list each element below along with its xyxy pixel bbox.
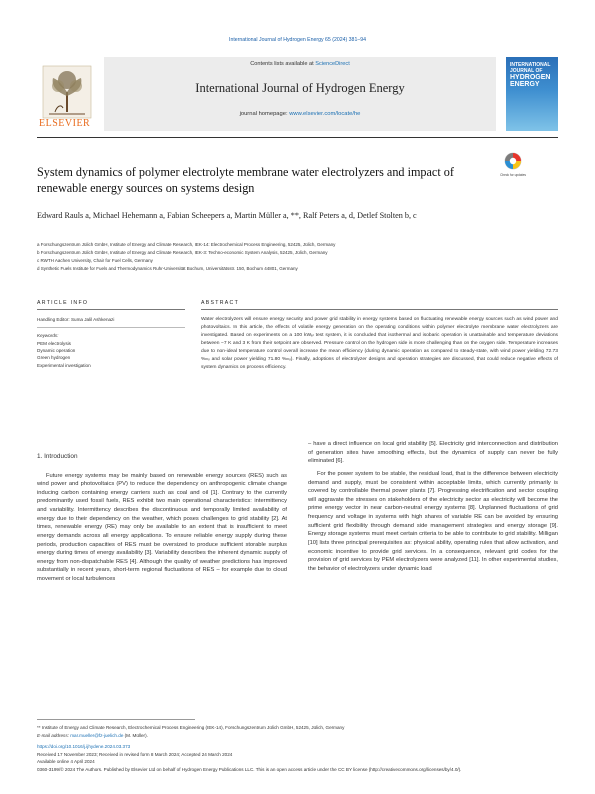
footnotes bbox=[37, 724, 558, 773]
received-dates: Received 17 November 2023; Received in revised form 8 March 2024; Accepted 24 March 2024 bbox=[37, 751, 233, 757]
available-online: Available online 4 April 2024 bbox=[37, 759, 95, 765]
cover-line-2: HYDROGEN ENERGY bbox=[510, 74, 551, 89]
body-paragraph: Future energy systems may be mainly based on renewable energy sources (RES) such as wind power and photovoltaics (PV) to reduce the dependency on anthropogenic climate change inducing carbon containing energy carriers such as coal and oil [1]. Contrary to the currently predominantly used fossil fuels, RES exhibit two main operational characteristics: intermittency and variability. Intermittency describes the discontinuous and temporally limited availability of energy due to their dependency on the weather, which poses challenges to grid stability [2]. At times, renewable energy (RE) may only be available to an extent that is insufficient to meet energy demands across all energy applications. To ensure reliable energy supply during these periods, production capacities of RES must be oversized to produce sufficient storable surplus energy during times of energy availability [3]. Variability describes the inherent dynamic supply of energy from non-dispatchable RES [4]. Although the quality of weather predictions has improved substantially in recent years, short-term regional fluctuations of RES – for example due to cloud movement or local turbulences bbox=[37, 472, 287, 583]
crossmark-icon[interactable] bbox=[500, 151, 526, 181]
affiliation-c: c RWTH Aachen University, Chair for Fuel Cells, Germany bbox=[37, 257, 153, 263]
keyword: Experimental investigation bbox=[37, 362, 91, 368]
elsevier-tree-logo bbox=[37, 57, 97, 127]
contents-line: Contents lists available at ScienceDirect bbox=[250, 61, 350, 67]
keywords-rule bbox=[37, 327, 185, 328]
introduction-heading: 1. Introduction bbox=[37, 453, 78, 460]
publisher-name[interactable]: ELSEVIER bbox=[39, 118, 91, 129]
corresponding-author-note: ** Institute of Energy and Climate Research, Electrochemical Process Engineering (IEK-14), Forschungszentrum Jülich GmbH, 52425, Jülich, Germany bbox=[37, 725, 345, 730]
sciencedirect-link[interactable]: ScienceDirect bbox=[315, 61, 350, 67]
journal-cover-thumbnail[interactable] bbox=[506, 57, 558, 131]
journal-banner bbox=[104, 57, 496, 131]
body-paragraph: For the power system to be stable, the residual load, that is the difference between electricity demand and supply, must be consistent within acceptable limits, which currently primarily is covered by controllable thermal power plants [7]. Progressing electrification and sector coupling will aggravate the stresses on stakeholders of the electricity sector as electricity will become the prime energy vector in near carbon-neutral energy systems [8]. Unplanned fluctuations of grid frequency and voltage in systems with high shares of variable RE can be avoided by ensuring sufficient grid flexibility through demand side management strategies and energy storage [9]. Energy storage systems must meet certain criteria to be able to contribute to grid stability. Milligan [10] lists three principal prerequisites as: physical ability, operating rules that allow activation, and economic incentive to provide grid services. In a consequence, relevant grid codes for the provision of grid services by PEM electrolyzers were analyzed [11]. In other experimental studies, the behavior of electrolyzers under dynamic load bbox=[308, 470, 558, 572]
email-line: E-mail address: mar.mueller@fz-juelich.de (M. Müller). bbox=[37, 732, 148, 738]
keywords-label: Keywords: bbox=[37, 333, 59, 339]
crossmark-label: Check for updates bbox=[500, 173, 526, 177]
body-column-right bbox=[308, 440, 558, 577]
article-info-section bbox=[37, 300, 185, 369]
masthead-rule bbox=[37, 137, 558, 138]
email-link[interactable]: mar.mueller@fz-juelich.de bbox=[70, 732, 124, 738]
article-info-rule bbox=[37, 309, 185, 310]
abstract-rule bbox=[201, 309, 558, 310]
abstract-heading: ABSTRACT bbox=[201, 300, 240, 306]
affiliation-a: a Forschungszentrum Jülich GmbH, Institute of Energy and Climate Research, IEK-14: Electrochemical Process Engineering, 52425, Jülich, Germany bbox=[37, 242, 336, 247]
cover-line-1: INTERNATIONAL JOURNAL OF bbox=[510, 62, 551, 74]
footnote-rule bbox=[37, 719, 195, 720]
abstract-text: Water electrolyzers will ensure energy security and power grid stability in energy systems based on fluctuating renewable energy sources such as wind power and photovoltaics. In this article, the effects of volatile energy generation on the operating conditions within polymer electrolyte membrane water electrolyzers are investigated. Based on experiments on a 100 kWₑₗ test system, it is concluded that isothermal and isobaric operation is unattainable and temperature deviations between −7 K and 3 K from their setpoint are observed. Pressure control on the hydrogen side is more challenging than on the oxygen side. Temperature increases due to non-ideal temperature control overall increase the mean efficiency (during dynamic operation as compared to steady-state, with wind power yielding 72.73 %ₗₕᵥ and solar power yielding 71.80 %ₗₕᵥ). Finally, adoptions of electrolyzer designs and operation strategies are discussed, that could reduce negative effects of system dynamics on process efficiency. bbox=[201, 317, 558, 370]
body-paragraph: – have a direct influence on local grid stability [5]. Electricity grid interconnection and distribution of generation sites have smoothing effects, but the dynamics of supply can never be fully eliminated [6]. bbox=[308, 441, 558, 465]
journal-homepage-link[interactable]: www.elsevier.com/locate/he bbox=[289, 111, 361, 117]
keyword: Green hydrogen bbox=[37, 355, 71, 361]
author-list[interactable]: Edward Rauls a, Michael Hehemann a, Fabian Scheepers a, Martin Müller a, **, Ralf Peters a, d, Detlef Stolten b, c bbox=[37, 211, 417, 220]
keyword: PEM electrolysis bbox=[37, 340, 71, 346]
body-column-left bbox=[37, 444, 287, 588]
license-text: 0360-3199/© 2024 The Authors. Published by Elsevier Ltd on behalf of Hydrogen Energy Publications LLC. This is an open access article under the CC BY license (http://creativecommons.org/licenses/by/4.0/). bbox=[37, 766, 462, 772]
article-info-heading: ARTICLE INFO bbox=[37, 300, 89, 306]
homepage-line: journal homepage: www.elsevier.com/locate/he bbox=[239, 111, 361, 117]
journal-title[interactable]: International Journal of Hydrogen Energy bbox=[195, 81, 405, 95]
keyword: Dynamic operation bbox=[37, 348, 76, 354]
affiliations bbox=[37, 241, 557, 273]
affiliation-d: d Synthetic Fuels Institute for Fuels and Thermodynamics Ruhr-Universität Bochum, Universitätsstr. 150, Bochum 44801, Germany bbox=[37, 265, 298, 271]
article-title: System dynamics of polymer electrolyte membrane water electrolyzers and impact of renewable energy sources on systems design bbox=[37, 165, 454, 196]
doi-link[interactable]: https://doi.org/10.1016/j.ijhydene.2024.03.373 bbox=[37, 744, 131, 750]
abstract-section bbox=[201, 300, 558, 372]
handling-editor: Handling Editor: Suma Jalil Ashkenazi bbox=[37, 317, 115, 322]
affiliation-b: b Forschungszentrum Jülich GmbH, Institute of Energy and Climate Research, IEK-3: Techno-economic System Analysis, 52425, Jülich, Germany bbox=[37, 249, 328, 255]
journal-citation-line[interactable]: International Journal of Hydrogen Energy 65 (2024) 381–94 bbox=[229, 37, 366, 43]
journal-masthead bbox=[37, 57, 558, 131]
